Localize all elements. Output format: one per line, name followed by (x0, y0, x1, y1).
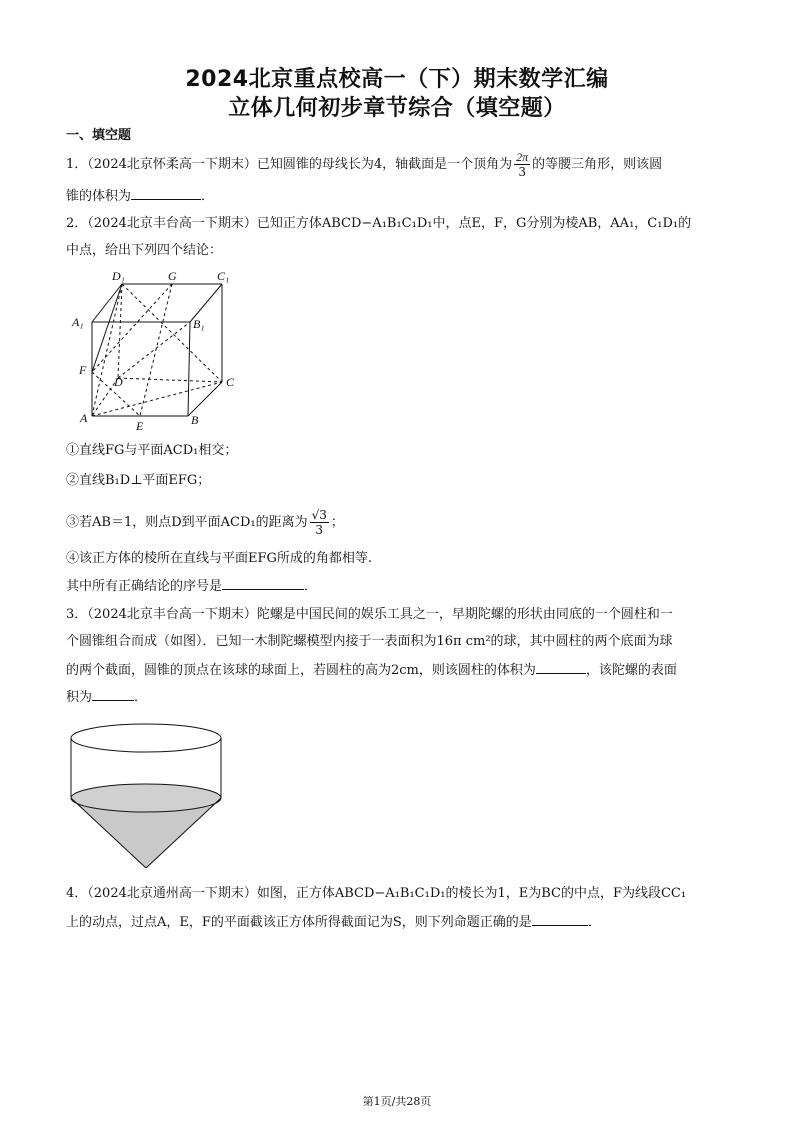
label-D1: D₁ (112, 269, 125, 283)
q2-ask-text: 其中所有正确结论的序号是 (66, 579, 223, 594)
q1-frac-num: 2π (516, 150, 529, 164)
q1-text-a: 1．（2024北京怀柔高一下期末）已知圆锥的母线长为4，轴截面是一个顶角为 (66, 157, 513, 172)
q3-line3-text-b: ，该陀螺的表面 (585, 663, 677, 678)
page-footer: 第1页/共28页 (362, 1095, 432, 1108)
q2-s3-text-a: ③若AB＝1，则点D到平面ACD₁的距离为 (66, 515, 308, 530)
q2-s3-fraction (310, 508, 329, 537)
label-C1: C₁ (217, 269, 230, 283)
q3-line4: 积为 ． (66, 690, 148, 705)
q1-text-b: 的等腰三角形，则该圆 (532, 157, 663, 172)
q2-statement-4: ④该正方体的棱所在直线与平面EFG所成的角都相等. (66, 551, 373, 566)
q3-line4-text: 积为 (66, 690, 93, 705)
q1-answer-blank[interactable] (131, 187, 201, 200)
q1-fraction (514, 150, 530, 179)
spinning-top-figure (66, 718, 226, 873)
label-D: D (114, 375, 123, 389)
section-heading: 一、填空题 (66, 128, 132, 143)
q2-s3-frac-den: 3 (315, 523, 324, 537)
q3-line3 (66, 661, 677, 680)
cube-figure (70, 266, 250, 436)
label-A: A (80, 411, 88, 425)
q3-line1: 3．（2024北京丰台高一下期末）陀螺是中国民间的娱乐工具之一，早期陀螺的形状由同底的一个圆柱和一 (66, 607, 673, 622)
q2-statement-2: ②直线B₁D⊥平面EFG； (66, 473, 211, 488)
q4-answer-blank[interactable] (532, 913, 588, 926)
q2-s3-text-b: ； (330, 515, 344, 530)
q1-line2: 锥的体积为 ． (66, 189, 215, 204)
q2-line2: 中点，给出下列四个结论： (66, 243, 223, 258)
q1-text-c: 锥的体积为 (66, 189, 132, 204)
q2-ask: 其中所有正确结论的序号是 ． (66, 579, 318, 594)
page-title: 2024北京重点校高一（下）期末数学汇编 (185, 67, 609, 92)
q1-frac-den: 3 (518, 165, 526, 179)
page-subtitle: 立体几何初步章节综合（填空题） (228, 96, 566, 121)
q2-line1: 2．（2024北京丰台高一下期末）已知正方体ABCD−A₁B₁C₁D₁中，点E，F，G分别为棱AB，AA₁，C₁D₁的 (66, 216, 692, 231)
label-B: B (191, 413, 199, 427)
label-B1: B₁ (193, 317, 205, 331)
label-E: E (136, 419, 144, 433)
q3-answer-blank-2[interactable] (92, 688, 134, 701)
label-G: G (168, 269, 177, 283)
q3-line3-text: 的两个截面，圆锥的顶点在该球的球面上，若圆柱的高为2cm，则该圆柱的体积为 (66, 663, 536, 678)
q2-statement-3 (66, 508, 344, 537)
q2-statement-1: ①直线FG与平面ACD₁相交； (66, 443, 238, 458)
q2-s3-frac-num: √3 (311, 508, 327, 522)
q1-line1 (66, 150, 662, 179)
label-C: C (226, 375, 235, 389)
q4-line2-text: 上的动点，过点A，E，F的平面截该正方体所得截面记为S，则下列命题正确的是 (66, 915, 532, 930)
q4-line2: 上的动点，过点A，E，F的平面截该正方体所得截面记为S，则下列命题正确的是 ． (66, 915, 601, 930)
q3-line2: 个圆锥组合而成（如图）．已知一木制陀螺模型内接于一表面积为16π cm²的球，其中圆柱的两个底面为球 (66, 634, 673, 649)
label-F: F (79, 363, 87, 377)
q2-answer-blank[interactable] (222, 577, 304, 590)
q3-answer-blank-1[interactable] (536, 661, 586, 674)
q4-line1: 4．（2024北京通州高一下期末）如图，正方体ABCD−A₁B₁C₁D₁的棱长为1，E为BC的中点，F为线段CC₁ (66, 886, 687, 901)
label-A1: A₁ (72, 315, 84, 329)
